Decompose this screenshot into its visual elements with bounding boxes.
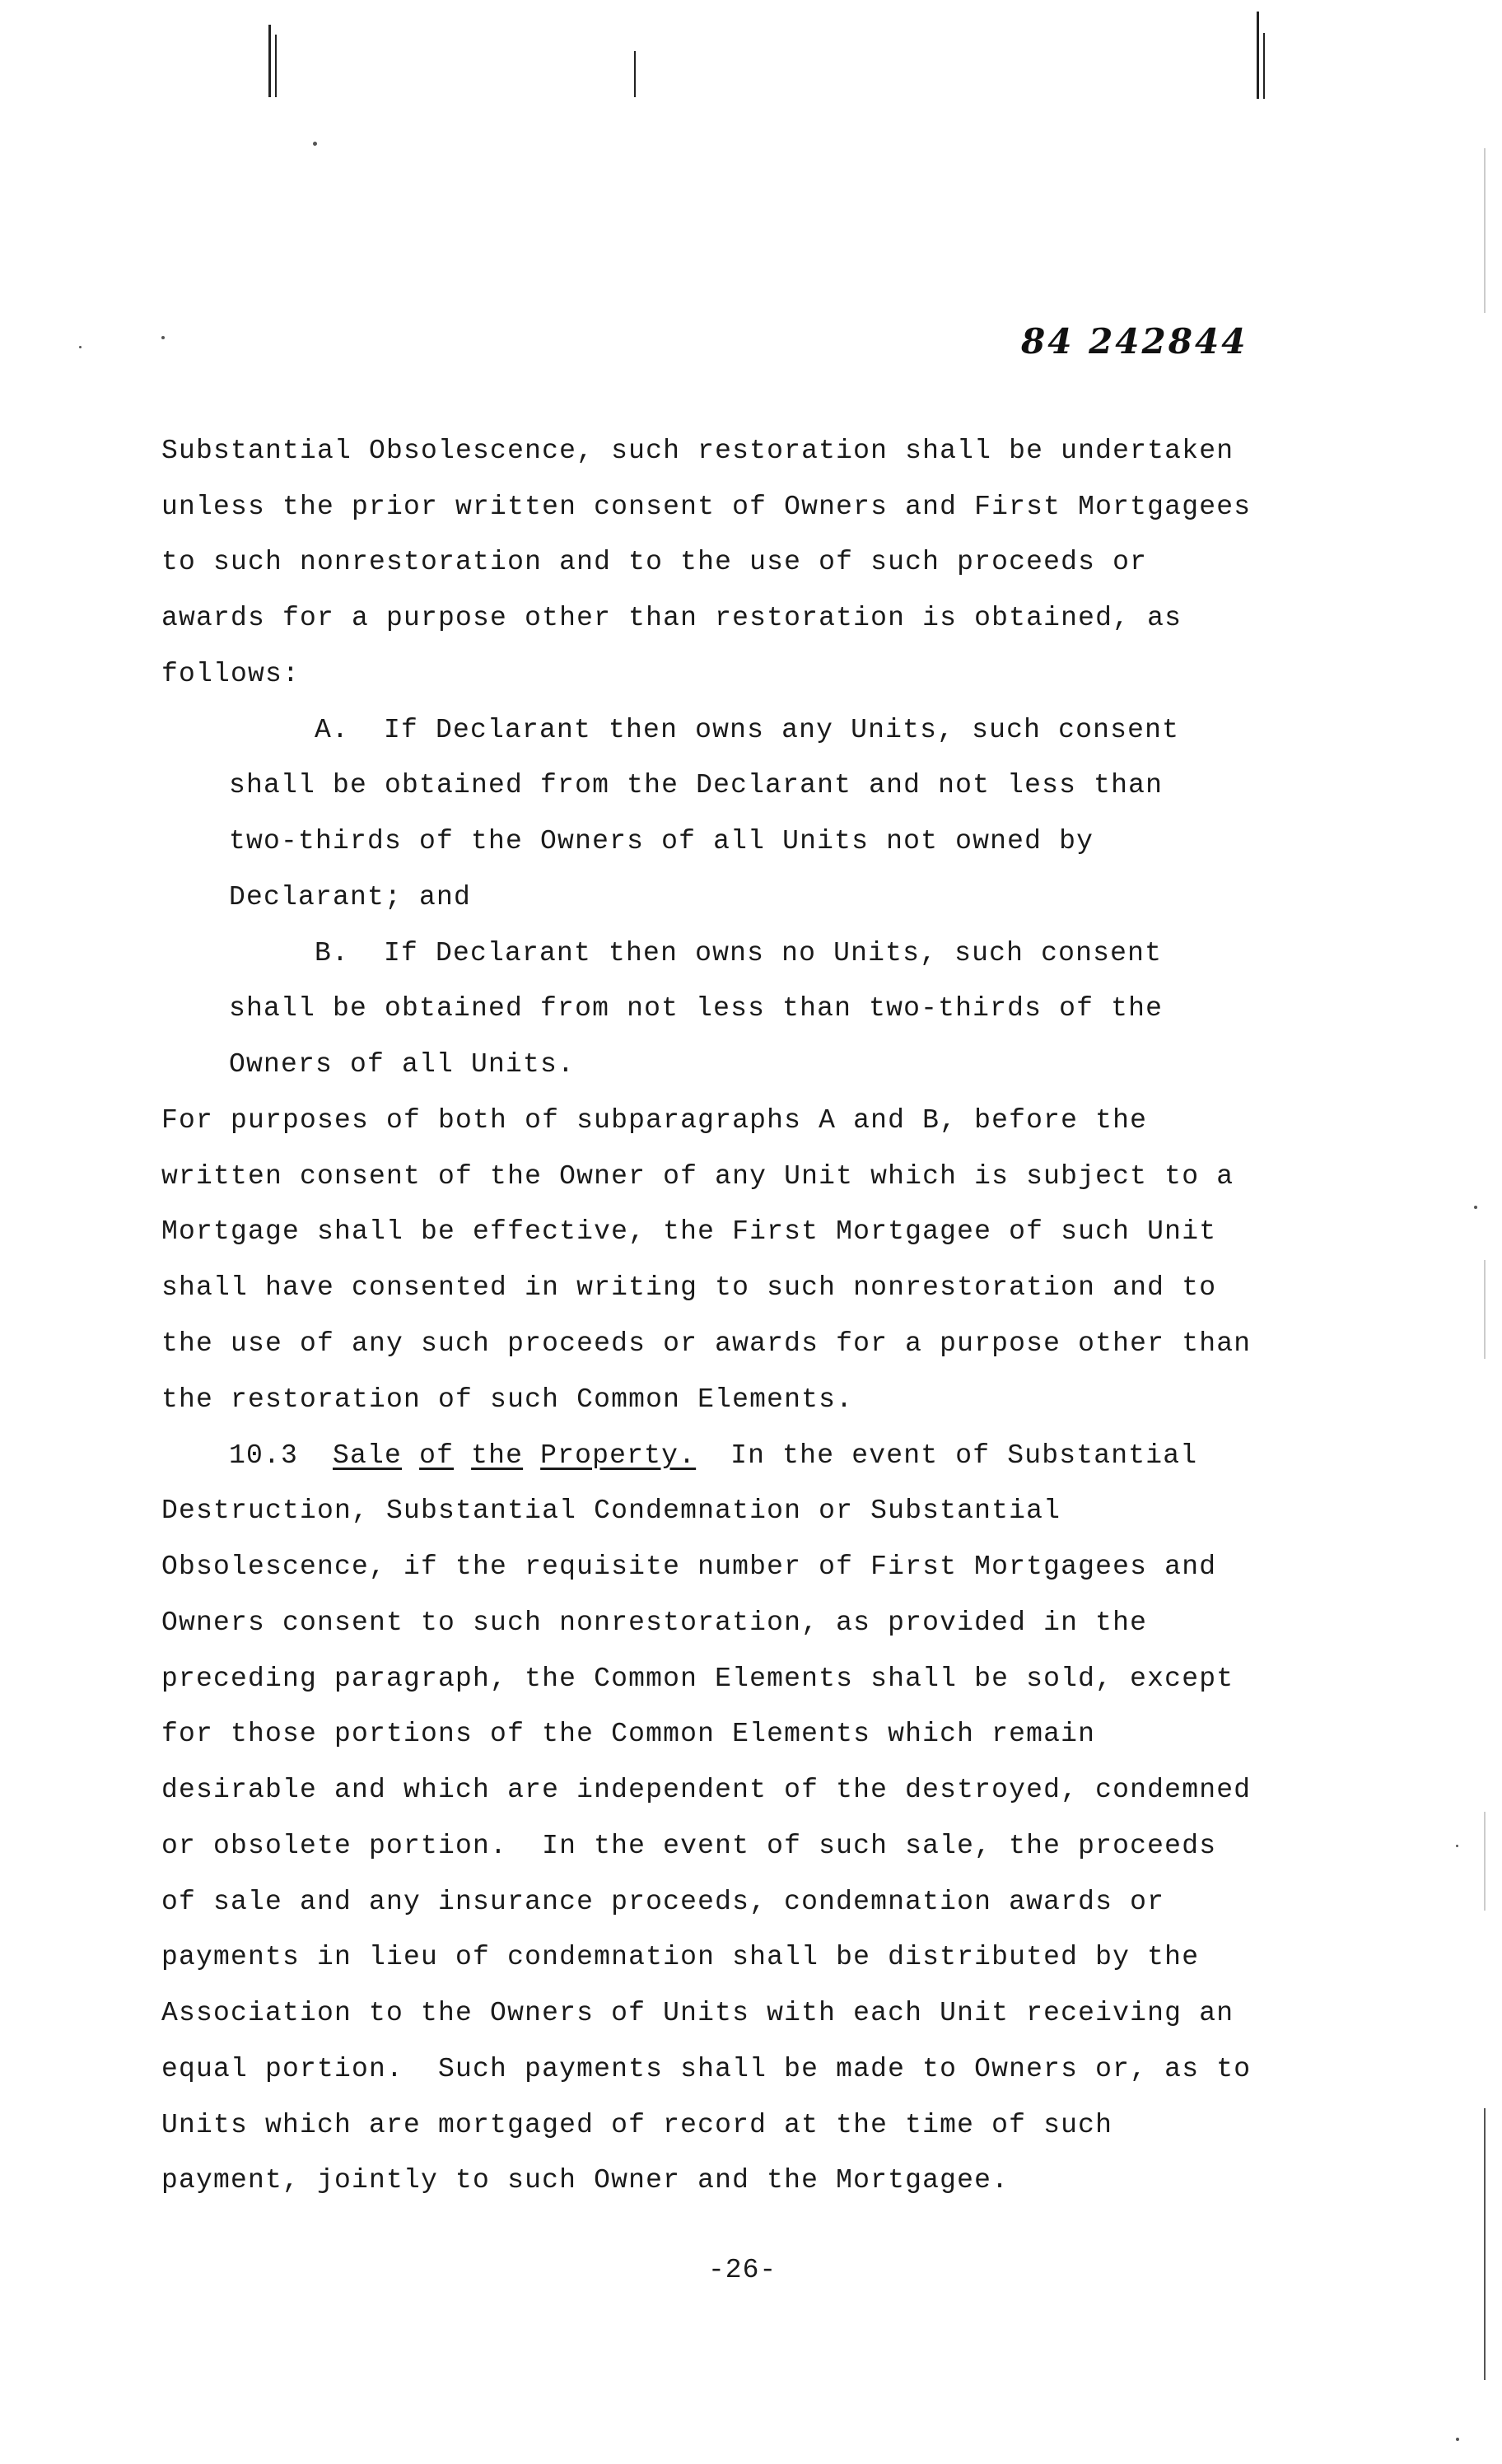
text-line: the use of any such proceeds or awards for a purpose other than — [161, 1328, 1252, 1359]
text-line: Owners of all Units. — [229, 1049, 576, 1080]
text-line: follows: — [161, 659, 301, 689]
text-line: Units which are mortgaged of record at the time of such — [161, 2110, 1113, 2140]
text-line: or obsolete portion. In the event of such sale, the proceeds — [161, 1831, 1217, 1861]
text-line: written consent of the Owner of any Unit which is subject to a — [161, 1161, 1234, 1192]
section-title-word: Property. — [540, 1440, 697, 1471]
text-line: Association to the Owners of Units with each Unit receiving an — [161, 1998, 1234, 2028]
section-title-word: the — [471, 1440, 524, 1471]
scan-mark — [634, 51, 636, 97]
scan-mark — [1257, 12, 1259, 99]
scan-speck — [79, 346, 82, 348]
scan-edge — [1484, 148, 1486, 313]
text-line: Obsolescence, if the requisite number of First Mortgagees and — [161, 1552, 1217, 1582]
section-number: 10.3 — [229, 1440, 299, 1471]
section-title-word: of — [419, 1440, 455, 1471]
section-heading-line — [229, 1440, 1197, 1472]
text-line: awards for a purpose other than restoration is obtained, as — [161, 603, 1182, 633]
scan-speck — [1456, 2438, 1459, 2441]
text-line: equal portion. Such payments shall be made to Owners or, as to — [161, 2054, 1252, 2084]
scan-mark — [1263, 33, 1265, 99]
text-line: shall be obtained from the Declarant and not less than — [229, 770, 1164, 800]
text-line: the restoration of such Common Elements. — [161, 1384, 854, 1415]
page-number: -26- — [708, 2255, 777, 2285]
text-line: For purposes of both of subparagraphs A and B, before the — [161, 1105, 1148, 1136]
scan-edge — [1484, 1260, 1486, 1359]
scan-mark — [268, 25, 271, 97]
text-line: payments in lieu of condemnation shall be distributed by the — [161, 1942, 1200, 1972]
text-line: of sale and any insurance proceeds, condemnation awards or — [161, 1887, 1165, 1917]
text-line: preceding paragraph, the Common Elements shall be sold, except — [161, 1664, 1234, 1694]
text-line: shall be obtained from not less than two-thirds of the — [229, 993, 1164, 1024]
text-line: desirable and which are independent of the destroyed, condemned — [161, 1775, 1252, 1805]
subparagraph-b: B. If Declarant then owns no Units, such consent — [315, 938, 1163, 968]
text-line: unless the prior written consent of Owners and First Mortgagees — [161, 492, 1252, 522]
text-line: Substantial Obsolescence, such restoration shall be undertaken — [161, 436, 1234, 466]
scan-edge — [1484, 2108, 1486, 2380]
scan-mark — [275, 35, 277, 97]
scan-speck — [1456, 1845, 1458, 1847]
document-number: 84 242844 — [1021, 321, 1248, 362]
text-line: two-thirds of the Owners of all Units not owned by — [229, 826, 1094, 856]
text-line: shall have consented in writing to such nonrestoration and to — [161, 1272, 1217, 1303]
text-line: Owners consent to such nonrestoration, as provided in the — [161, 1608, 1148, 1638]
text-line: Destruction, Substantial Condemnation or Substantial — [161, 1496, 1061, 1526]
text-line: payment, jointly to such Owner and the Mortgagee. — [161, 2165, 1010, 2196]
scan-speck — [1474, 1206, 1477, 1209]
text-line: Declarant; and — [229, 882, 472, 912]
text-line: for those portions of the Common Elements which remain — [161, 1719, 1096, 1749]
section-title-word: Sale — [333, 1440, 403, 1471]
text-line: Mortgage shall be effective, the First Mortgagee of such Unit — [161, 1216, 1217, 1247]
scan-speck — [161, 336, 165, 339]
scan-speck — [313, 142, 317, 146]
section-first-line-text: In the event of Substantial — [730, 1440, 1198, 1471]
scan-edge — [1484, 1812, 1486, 1911]
subparagraph-a: A. If Declarant then owns any Units, such consent — [315, 715, 1180, 745]
text-line: to such nonrestoration and to the use of such proceeds or — [161, 547, 1148, 577]
